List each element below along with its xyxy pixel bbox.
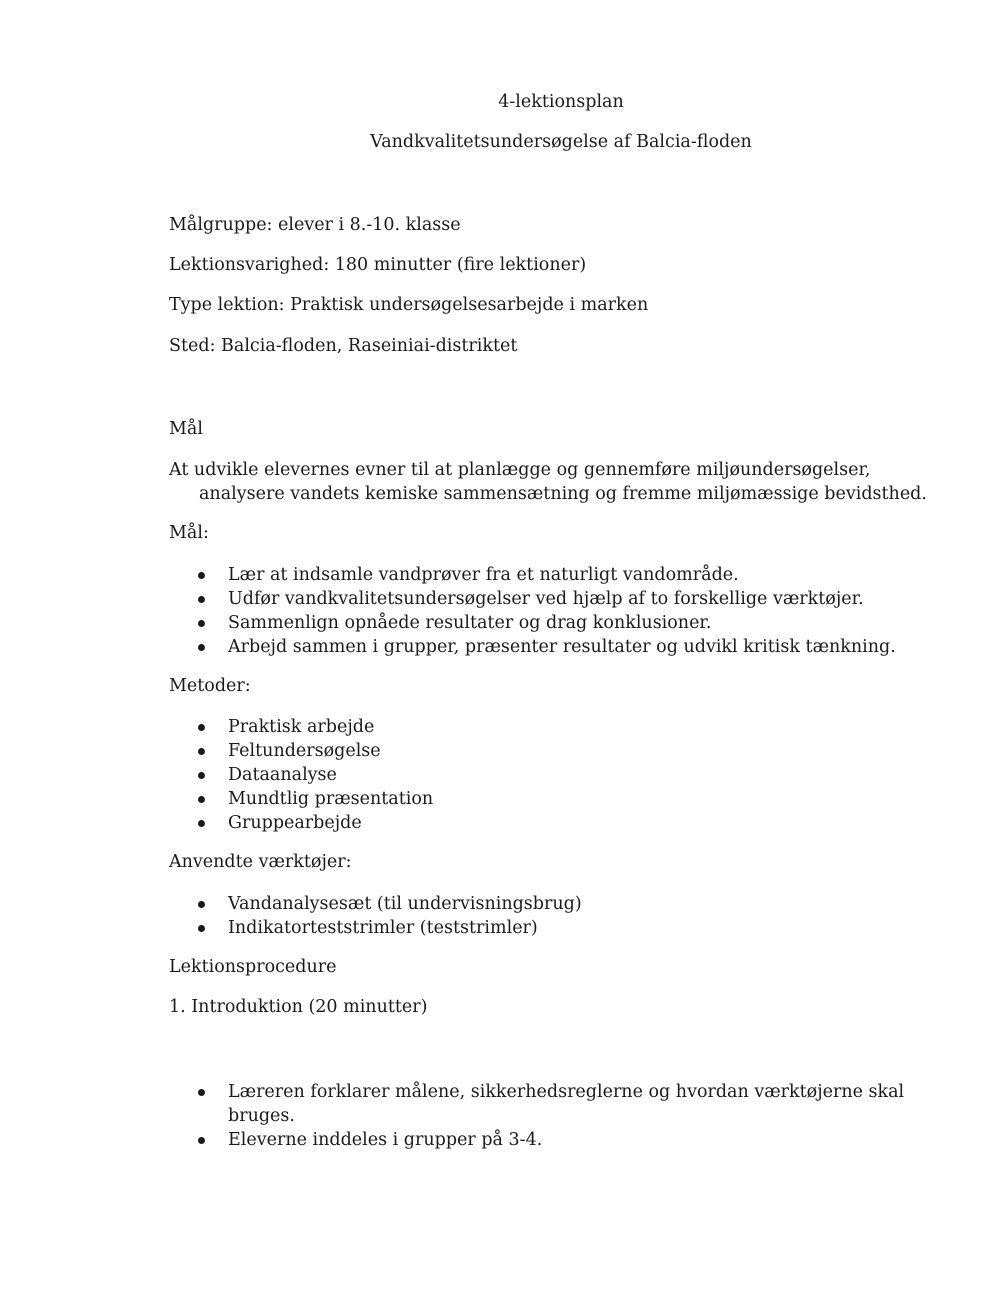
objectives-heading: Mål: (169, 523, 209, 543)
location-line: Sted: Balcia-floden, Raseiniai-distriktet (169, 336, 518, 356)
bullet-icon (198, 596, 205, 603)
list-item: Lær at indsamle vandprøver fra et naturligt vandområde. (0, 563, 948, 587)
list-item: Sammenlign opnåede resultater og drag konklusioner. (0, 611, 948, 635)
bullet-icon (198, 925, 205, 932)
objectives-list (0, 563, 948, 659)
tools-heading: Anvendte værktøjer: (169, 852, 352, 872)
methods-list (0, 715, 948, 835)
list-item: Praktisk arbejde (0, 715, 948, 739)
list-item: Feltundersøgelse (0, 739, 948, 763)
bullet-icon (198, 901, 205, 908)
procedure-heading: Lektionsprocedure (169, 957, 337, 977)
tools-list (0, 892, 948, 940)
list-item: Udfør vandkvalitetsundersøgelser ved hjælp af to forskellige værktøjer. (0, 587, 948, 611)
duration-line: Lektionsvarighed: 180 minutter (fire lektioner) (169, 255, 587, 275)
list-item: Eleverne inddeles i grupper på 3-4. (0, 1128, 948, 1152)
document-subtitle: Vandkvalitetsundersøgelse af Balcia-floden (370, 132, 752, 152)
goal-text-line-2: analysere vandets kemiske sammensætning og fremme miljømæssige bevidsthed. (199, 484, 927, 504)
bullet-icon (198, 572, 205, 579)
list-item: Vandanalysesæt (til undervisningsbrug) (0, 892, 948, 916)
bullet-icon (198, 796, 205, 803)
bullet-icon (198, 644, 205, 651)
bullet-icon (198, 1089, 205, 1096)
goal-heading: Mål (169, 419, 203, 439)
bullet-icon (198, 1137, 205, 1144)
bullet-icon (198, 820, 205, 827)
lesson-type-line: Type lektion: Praktisk undersøgelsesarbejde i marken (169, 295, 649, 315)
procedure-step-1-heading: 1. Introduktion (20 minutter) (169, 997, 428, 1017)
bullet-icon (198, 748, 205, 755)
document-title: 4-lektionsplan (498, 92, 624, 112)
list-item: Læreren forklarer målene, sikkerhedsreglerne og hvordan værktøjerne skal bruges. (0, 1080, 948, 1128)
bullet-icon (198, 772, 205, 779)
target-group-line: Målgruppe: elever i 8.-10. klasse (169, 215, 461, 235)
bullet-icon (198, 620, 205, 627)
list-item: Dataanalyse (0, 763, 948, 787)
methods-heading: Metoder: (169, 676, 251, 696)
procedure-step-1-list (0, 1080, 948, 1152)
list-item: Arbejd sammen i grupper, præsenter resultater og udvikl kritisk tænkning. (0, 635, 948, 659)
list-item: Indikatorteststrimler (teststrimler) (0, 916, 948, 940)
list-item: Mundtlig præsentation (0, 787, 948, 811)
bullet-icon (198, 724, 205, 731)
list-item: Gruppearbejde (0, 811, 948, 835)
goal-paragraph (169, 458, 959, 506)
goal-text-line-1: At udvikle elevernes evner til at planlægge og gennemføre miljøundersøgelser, (169, 460, 871, 480)
